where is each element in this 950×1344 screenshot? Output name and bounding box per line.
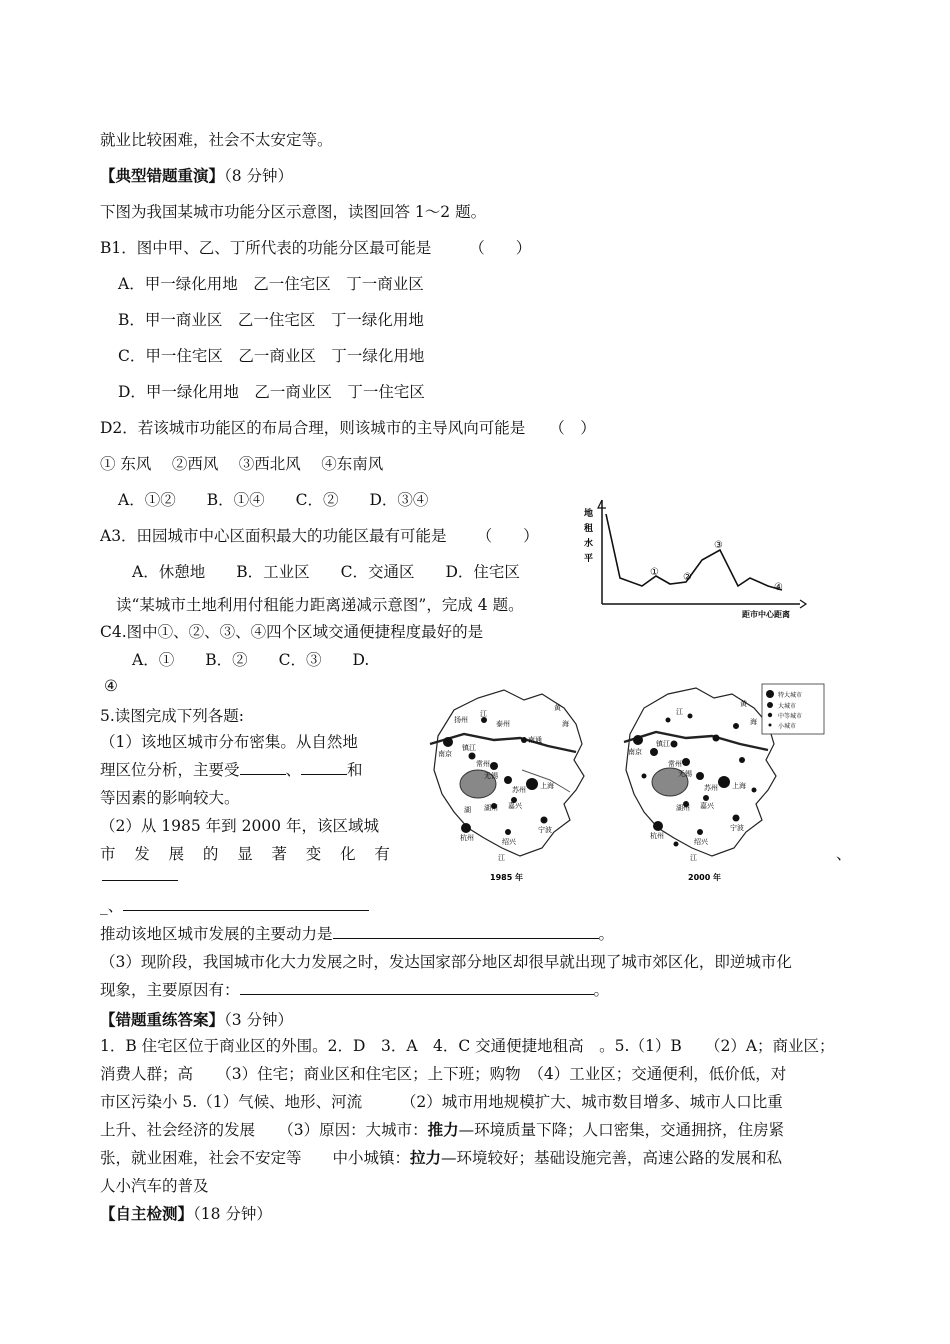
- question-5-p2-a: （2）从 1985 年到 2000 年，该区域城: [100, 817, 379, 835]
- rent-curve: [606, 514, 782, 590]
- legend-dot-medium-city: [768, 713, 772, 717]
- answer-blank-3[interactable]: [102, 866, 178, 881]
- answers-title: 【错题重练答案】: [100, 1010, 225, 1029]
- marker-4: ④: [774, 582, 783, 593]
- city-dot: [733, 723, 739, 729]
- answers-line-5-rest: —环境较好；基础设施完善，高速公路的发展和私: [441, 1149, 783, 1167]
- map-label: 镇江: [462, 744, 476, 752]
- section-self-time: （18 分钟）: [193, 1205, 272, 1223]
- map-1985: [430, 690, 584, 882]
- map-label: 嘉兴: [508, 802, 522, 810]
- map-label: 常州: [668, 760, 682, 768]
- answers-line-4: [100, 1120, 784, 1140]
- map-1985-caption: 1985 年: [490, 873, 524, 882]
- answers-line-6: 人小汽车的普及: [100, 1177, 209, 1195]
- city-dot: [713, 735, 720, 742]
- answers-heading: [100, 1010, 293, 1030]
- question-5-p2-motive: [100, 924, 614, 944]
- map-label: 绍兴: [502, 838, 516, 846]
- city-dot: [688, 714, 693, 719]
- p2-char: 显: [237, 845, 253, 863]
- p1-b-text: 理区位分析，主要受: [100, 761, 240, 779]
- city-dot: [671, 741, 678, 748]
- map-label: 镇江: [656, 740, 670, 748]
- answers-line-1: 1．B 住宅区位于商业区的外围。2．D 3．A 4．C 交通便捷地租高 。5.（1）B （2）A；商业区；: [100, 1037, 835, 1055]
- city-dot: [505, 829, 511, 835]
- map-2000-caption: 2000 年: [688, 873, 722, 882]
- question-3-options: A．休憩地 B．工业区 C．交通区 D．住宅区: [132, 563, 520, 581]
- city-dot: [666, 718, 671, 723]
- question-4-intro: 读“某城市土地利用付租能力距离递减示意图”，完成 4 题。: [116, 596, 524, 614]
- city-dot: [733, 815, 740, 822]
- answer-blank-1[interactable]: [240, 760, 286, 775]
- yangtze-river-2000: [624, 732, 768, 750]
- question-1-option-a: A．甲一绿化用地 乙一住宅区 丁一商业区: [118, 275, 424, 293]
- map-label: 常州: [476, 760, 490, 768]
- p2-prefix: _、: [100, 897, 124, 915]
- map-label: 苏州: [512, 786, 526, 794]
- city-dot: [739, 757, 745, 763]
- question-1-paren: （ ）: [469, 239, 532, 257]
- section-self-title: 【自主检测】: [100, 1204, 194, 1223]
- city-dot: [490, 762, 498, 770]
- p1-separator: 、: [285, 761, 302, 779]
- p2-char: 展: [168, 845, 185, 863]
- question-2-choices: ① 东风 ②西风 ③西北风 ④东南风: [100, 455, 384, 473]
- city-dot: [526, 778, 538, 790]
- map-label: 苏州: [704, 784, 718, 792]
- city-dot: [521, 737, 527, 743]
- question-4-stem: C4.图中①、②、③、④四个区域交通便捷程度最好的是: [100, 623, 484, 641]
- ylabel-char-2: 租: [584, 524, 594, 534]
- city-dot: [642, 774, 647, 779]
- map-label: 江: [498, 854, 505, 862]
- map-label: 嘉兴: [700, 802, 714, 810]
- city-dot: [650, 748, 658, 756]
- question-5-p2-c: [100, 896, 369, 916]
- answers-line-5: [100, 1148, 782, 1168]
- city-dot: [718, 776, 730, 788]
- answers-push-factor: 推力: [427, 1120, 459, 1139]
- question-2-options: A．①② B．①④ C．② D．③④: [118, 491, 429, 509]
- section-replay-title: 【典型错题重演】: [100, 166, 225, 185]
- question-2-text: D2．若该城市功能区的布局合理，则该城市的主导风向可能是: [100, 419, 526, 437]
- p2-char: 的: [202, 845, 219, 863]
- ylabel-char-4: 平: [584, 554, 594, 564]
- answer-blank-6[interactable]: [240, 980, 594, 995]
- legend-dot-small-city: [769, 724, 772, 727]
- answer-blank-5[interactable]: [333, 924, 599, 939]
- map-label: 杭州: [460, 834, 474, 842]
- legend-label: 中等城市: [778, 713, 803, 720]
- question-1-option-c: C．甲一住宅区 乙一商业区 丁一绿化用地: [118, 347, 425, 365]
- legend-dot-megacity: [766, 690, 774, 698]
- p2-char: 发: [134, 845, 150, 863]
- question-3-stem: [100, 526, 539, 546]
- city-dot: [443, 737, 453, 747]
- legend-label: 特大城市: [778, 692, 803, 699]
- city-dot: [696, 772, 704, 780]
- question-5-p3-a: （3）现阶段，我国城市化大力发展之时，发达国家部分地区却很早就出现了城市郊区化，即逆城市化: [100, 953, 792, 971]
- question-1-stem: [100, 238, 531, 258]
- p3-b-text: 现象，主要原因有：: [100, 981, 240, 999]
- city-dot: [469, 753, 476, 760]
- map-label: 绍兴: [694, 838, 708, 846]
- map-label: 无锡: [678, 770, 692, 778]
- section-self-heading: [100, 1204, 272, 1224]
- section-replay-time: （8 分钟）: [224, 167, 294, 185]
- p2-char: 市: [100, 845, 116, 863]
- p2-char: 化: [340, 845, 356, 863]
- city-dot: [653, 821, 663, 831]
- city-dot: [461, 823, 471, 833]
- city-dot: [541, 817, 548, 824]
- question-5-p1-a: （1）该地区城市分布密集。从自然地: [100, 733, 358, 751]
- answer-blank-4[interactable]: [123, 896, 369, 911]
- answers-pull-factor: 拉力: [410, 1148, 442, 1167]
- prompt-1-2: 下图为我国某城市功能分区示意图，读图回答 1～2 题。: [100, 203, 487, 221]
- p2-motive-end: 。: [598, 925, 615, 943]
- map-label: 江: [690, 854, 697, 862]
- answers-line-2: 消费人群；高 （3）住宅；商业区和住宅区；上下班；购物 （4）工业区；交通便利，低价低，对: [100, 1065, 787, 1083]
- x-axis-arrow: [800, 600, 806, 608]
- question-5-title: 5.读图完成下列各题:: [100, 707, 245, 725]
- p2-char: 著: [271, 845, 287, 863]
- city-dot: [752, 788, 757, 793]
- question-2-stem: [100, 418, 596, 438]
- ylabel-char-1: 地: [584, 509, 594, 519]
- map-label: 无锡: [484, 772, 498, 780]
- p1-and: 和: [347, 761, 363, 779]
- intro-line: 就业比较困难，社会不太安定等。: [100, 131, 333, 149]
- map-2000: [624, 684, 824, 882]
- rent-distance-chart: [578, 492, 810, 620]
- answers-line-5-text: 张，就业困难，社会不安定等 中小城镇：: [100, 1149, 411, 1167]
- map-label: 海: [562, 720, 569, 728]
- marker-3: ③: [714, 540, 723, 551]
- legend-dot-large-city: [767, 702, 773, 708]
- p3-end: 。: [593, 981, 610, 999]
- legend-label: 大城市: [778, 703, 797, 710]
- map-label: 上海: [540, 782, 554, 790]
- city-dot: [703, 795, 709, 801]
- section-replay-heading: [100, 166, 293, 186]
- question-5-p3-b: [100, 980, 609, 1000]
- map-label: 扬州: [454, 716, 468, 724]
- answers-time: （3 分钟）: [224, 1011, 294, 1029]
- legend-label: 小城市: [778, 723, 797, 730]
- map-label: 江: [480, 710, 487, 718]
- map-label: 上海: [732, 782, 746, 790]
- map-label: 泰州: [496, 720, 510, 728]
- question-5-p2-b: [100, 844, 390, 864]
- city-dot: [674, 842, 679, 847]
- city-dot: [633, 735, 643, 745]
- xlabel: 距市中心距离: [742, 610, 790, 619]
- question-5-p1-c: 等因素的影响较大。: [100, 789, 240, 807]
- question-1-text: B1．图中甲、乙、丁所代表的功能分区最可能是: [100, 239, 432, 257]
- p2-char: 变: [305, 845, 322, 863]
- p2-trailing-comma: 、: [836, 845, 852, 863]
- map-label: 黄: [554, 704, 561, 712]
- map-label: 海: [750, 718, 757, 726]
- city-dot: [682, 758, 690, 766]
- map-label: 湖州: [484, 804, 498, 812]
- map-label: 湖州: [676, 804, 690, 812]
- marker-2: ②: [683, 572, 692, 583]
- answers-line-3: 市区污染小 5.（1）气候、地形、河流 （2）城市用地规模扩大、城市数目增多、城市人口比重: [100, 1093, 783, 1111]
- question-3-text: A3．田园城市中心区面积最大的功能区最有可能是: [100, 527, 447, 545]
- map-label: 南京: [438, 750, 452, 758]
- map-label: 南京: [628, 748, 642, 756]
- p2-char: 有: [374, 845, 390, 863]
- marker-1: ①: [650, 567, 659, 578]
- map-label: 杭州: [650, 832, 664, 840]
- map-label: 江: [676, 708, 683, 716]
- map-label: 黄: [740, 700, 747, 708]
- question-1-option-b: B．甲一商业区 乙一住宅区 丁一绿化用地: [118, 311, 424, 329]
- city-dot: [504, 776, 512, 784]
- yangtze-delta-maps: [424, 680, 864, 886]
- p2-motive-text: 推动该地区城市发展的主要动力是: [100, 925, 333, 943]
- question-1-option-d: D．甲一绿化用地 乙一商业区 丁一住宅区: [118, 383, 425, 401]
- question-5-p1-b: [100, 760, 363, 780]
- question-3-paren: （ ）: [476, 527, 539, 545]
- answers-line-4-rest: —环境质量下降；人口密集，交通拥挤，住房紧: [458, 1121, 785, 1139]
- question-4-option-d: ④: [104, 677, 118, 695]
- question-4-options: A．① B．② C．③ D.: [132, 651, 370, 669]
- ylabel-char-3: 水: [584, 539, 594, 549]
- city-dot: [697, 829, 703, 835]
- map-label: 南通: [528, 736, 542, 744]
- question-2-paren: （ ）: [549, 419, 596, 437]
- map-label: 宁波: [538, 826, 552, 834]
- answer-blank-2[interactable]: [301, 760, 347, 775]
- map-label: 宁波: [730, 824, 744, 832]
- answers-line-4-text: 上升、社会经济的发展 （3）原因：大城市：: [100, 1121, 428, 1139]
- map-label: 湖: [464, 806, 471, 814]
